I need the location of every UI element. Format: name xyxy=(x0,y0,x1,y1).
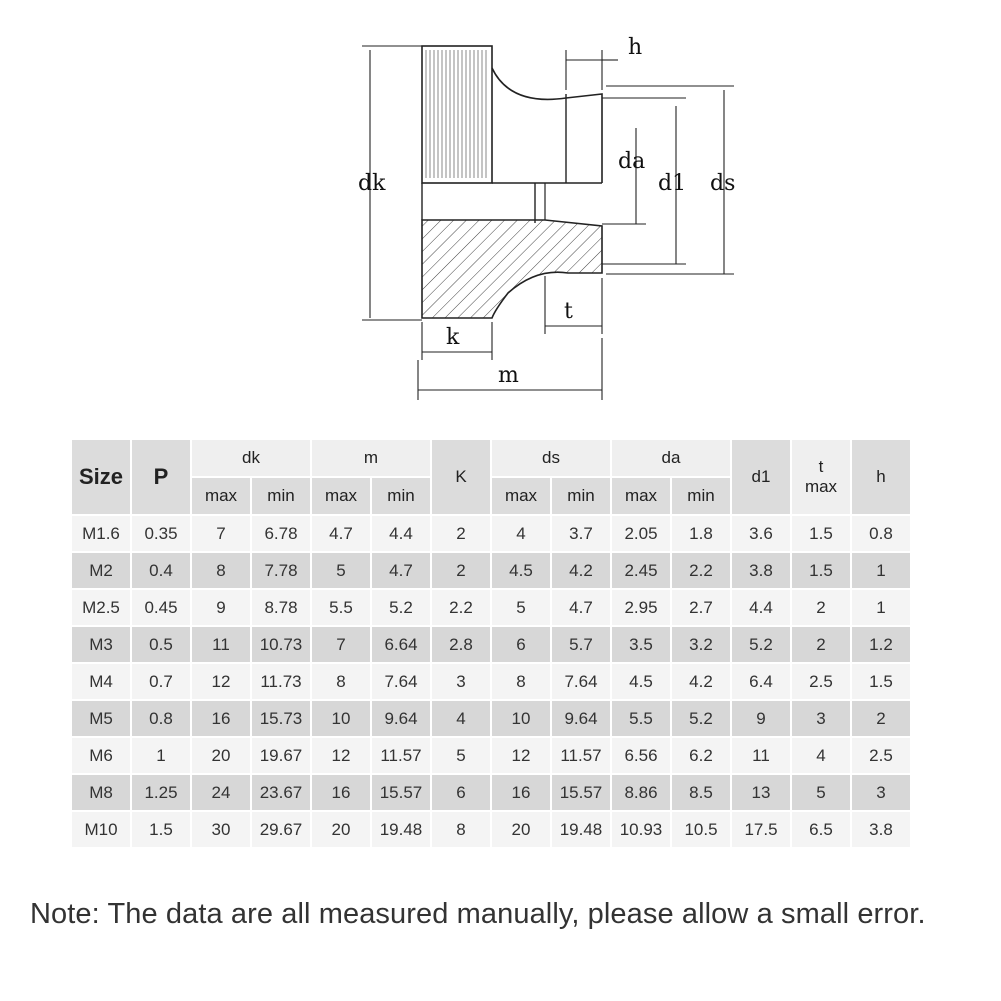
table-row xyxy=(72,516,910,551)
upper-profile xyxy=(492,68,602,183)
table-cell: 3.8 xyxy=(852,812,910,847)
table-cell: 1.25 xyxy=(132,775,190,810)
table-cell: 15.73 xyxy=(252,701,310,736)
table-cell: 4 xyxy=(792,738,850,773)
table-cell: 2.5 xyxy=(792,664,850,699)
table-cell: 19.67 xyxy=(252,738,310,773)
table-cell: 9.64 xyxy=(552,701,610,736)
table-cell: 1.5 xyxy=(792,516,850,551)
table-cell: 11.57 xyxy=(552,738,610,773)
table-cell: 2 xyxy=(432,553,490,588)
table-cell: 4.2 xyxy=(552,553,610,588)
table-cell: 2 xyxy=(792,627,850,662)
table-cell: 5 xyxy=(792,775,850,810)
table-cell: 2.05 xyxy=(612,516,670,551)
table-cell: 24 xyxy=(192,775,250,810)
table-cell: 23.67 xyxy=(252,775,310,810)
table-cell: 9 xyxy=(192,590,250,625)
table-cell: 5 xyxy=(312,553,370,588)
table-cell: 7 xyxy=(312,627,370,662)
table-cell: 15.57 xyxy=(552,775,610,810)
table-cell: 6.2 xyxy=(672,738,730,773)
table-cell: 29.67 xyxy=(252,812,310,847)
table-cell: 3 xyxy=(432,664,490,699)
table-row xyxy=(72,775,910,810)
label-d1: d1 xyxy=(658,171,687,196)
table-cell: 10 xyxy=(312,701,370,736)
table-cell: 20 xyxy=(492,812,550,847)
header-ds: ds xyxy=(492,440,610,476)
table-cell: 7.64 xyxy=(552,664,610,699)
table-cell: 6.64 xyxy=(372,627,430,662)
label-dk: dk xyxy=(358,171,386,196)
table-cell: 10.93 xyxy=(612,812,670,847)
table-cell: M5 xyxy=(72,701,130,736)
table-cell: M10 xyxy=(72,812,130,847)
table-cell: 1.5 xyxy=(852,664,910,699)
table-cell: 15.57 xyxy=(372,775,430,810)
table-cell: 8 xyxy=(432,812,490,847)
table-cell: 4.7 xyxy=(372,553,430,588)
header-m: m xyxy=(312,440,430,476)
table-cell: 0.35 xyxy=(132,516,190,551)
table-cell: 9.64 xyxy=(372,701,430,736)
table-cell: 7 xyxy=(192,516,250,551)
table-cell: 4.4 xyxy=(732,590,790,625)
table-cell: 1.2 xyxy=(852,627,910,662)
table-cell: 2.7 xyxy=(672,590,730,625)
table-cell: 4.4 xyxy=(372,516,430,551)
table-cell: 10 xyxy=(492,701,550,736)
table-cell: 3 xyxy=(852,775,910,810)
table-row xyxy=(72,627,910,662)
table-cell: 1.8 xyxy=(672,516,730,551)
table-cell: 2.2 xyxy=(432,590,490,625)
table-cell: 5.5 xyxy=(312,590,370,625)
table-cell: 5 xyxy=(432,738,490,773)
table-cell: 2.5 xyxy=(852,738,910,773)
table-cell: M2.5 xyxy=(72,590,130,625)
dim-h xyxy=(566,50,618,90)
table-cell: M4 xyxy=(72,664,130,699)
table-cell: 2.2 xyxy=(672,553,730,588)
table-cell: 12 xyxy=(192,664,250,699)
table-cell: 3.8 xyxy=(732,553,790,588)
table-row xyxy=(72,664,910,699)
label-da: da xyxy=(618,149,646,174)
note-text: Note: The data are all measured manually, please allow a small error. xyxy=(30,898,926,930)
table-cell: 3.6 xyxy=(732,516,790,551)
table-cell: 8 xyxy=(492,664,550,699)
table-cell: 5.2 xyxy=(672,701,730,736)
table-cell: 2 xyxy=(852,701,910,736)
table-cell: 4.7 xyxy=(312,516,370,551)
label-h: h xyxy=(628,35,643,60)
table-row xyxy=(72,812,910,847)
table-cell: 2 xyxy=(792,590,850,625)
table-cell: 3.5 xyxy=(612,627,670,662)
header-da-max: max xyxy=(612,478,670,514)
header-m-max: max xyxy=(312,478,370,514)
table-cell: 3 xyxy=(792,701,850,736)
table-cell: M8 xyxy=(72,775,130,810)
table-cell: 6.5 xyxy=(792,812,850,847)
header-ds-max: max xyxy=(492,478,550,514)
table-cell: 6.4 xyxy=(732,664,790,699)
table-cell: 8 xyxy=(312,664,370,699)
table-cell: 8.5 xyxy=(672,775,730,810)
table-cell: M3 xyxy=(72,627,130,662)
table-cell: 6 xyxy=(492,627,550,662)
knurled-nut-drawing xyxy=(340,28,760,408)
table-cell: 1 xyxy=(852,590,910,625)
table-cell: 16 xyxy=(192,701,250,736)
header-dk-max: max xyxy=(192,478,250,514)
spec-table xyxy=(70,438,912,849)
label-k: k xyxy=(446,325,460,350)
dim-da xyxy=(602,128,646,224)
header-t-label: t xyxy=(818,457,824,476)
table-cell: 1 xyxy=(132,738,190,773)
table-cell: 4.7 xyxy=(552,590,610,625)
label-t: t xyxy=(564,299,573,324)
table-cell: 4.5 xyxy=(492,553,550,588)
table-cell: 0.45 xyxy=(132,590,190,625)
header-dk: dk xyxy=(192,440,310,476)
header-t-max: max xyxy=(804,477,838,496)
table-cell: 2.95 xyxy=(612,590,670,625)
table-header xyxy=(72,440,910,514)
table-cell: 6.78 xyxy=(252,516,310,551)
table-cell: 0.4 xyxy=(132,553,190,588)
table-cell: M2 xyxy=(72,553,130,588)
dim-t xyxy=(545,276,602,334)
table-cell: 16 xyxy=(492,775,550,810)
table-cell: 11 xyxy=(732,738,790,773)
header-m-min: min xyxy=(372,478,430,514)
header-k: K xyxy=(432,440,490,514)
table-cell: 0.5 xyxy=(132,627,190,662)
table-cell: 19.48 xyxy=(552,812,610,847)
table-cell: 5.7 xyxy=(552,627,610,662)
table-cell: 5.2 xyxy=(372,590,430,625)
table-cell: 8.78 xyxy=(252,590,310,625)
table-cell: 5 xyxy=(492,590,550,625)
table-cell: 20 xyxy=(312,812,370,847)
table-cell: 13 xyxy=(732,775,790,810)
table-cell: M6 xyxy=(72,738,130,773)
table-cell: 4.5 xyxy=(612,664,670,699)
table-cell: 1.5 xyxy=(792,553,850,588)
table-cell: 10.5 xyxy=(672,812,730,847)
table-cell: 11.73 xyxy=(252,664,310,699)
table-cell: 11 xyxy=(192,627,250,662)
knurled-head xyxy=(422,46,492,183)
table-cell: 10.73 xyxy=(252,627,310,662)
table-cell: 8.86 xyxy=(612,775,670,810)
header-d1: d1 xyxy=(732,440,790,514)
table-cell: 0.7 xyxy=(132,664,190,699)
table-cell: 4 xyxy=(492,516,550,551)
table-cell: 3.2 xyxy=(672,627,730,662)
table-row xyxy=(72,553,910,588)
table-cell: 1 xyxy=(852,553,910,588)
table-cell: 2.45 xyxy=(612,553,670,588)
table-cell: 19.48 xyxy=(372,812,430,847)
table-cell: 2 xyxy=(432,516,490,551)
table-cell: 2.8 xyxy=(432,627,490,662)
sectioned-half xyxy=(422,220,602,318)
header-da: da xyxy=(612,440,730,476)
table-cell: 17.5 xyxy=(732,812,790,847)
label-m: m xyxy=(498,363,519,388)
table-cell: 3.7 xyxy=(552,516,610,551)
table-cell: 11.57 xyxy=(372,738,430,773)
header-size: Size xyxy=(72,440,130,514)
table-cell: 4 xyxy=(432,701,490,736)
table-cell: 0.8 xyxy=(852,516,910,551)
table-cell: 7.64 xyxy=(372,664,430,699)
table-cell: 6.56 xyxy=(612,738,670,773)
header-p: P xyxy=(132,440,190,514)
table-cell: M1.6 xyxy=(72,516,130,551)
table-cell: 4.2 xyxy=(672,664,730,699)
table-cell: 30 xyxy=(192,812,250,847)
table-cell: 12 xyxy=(312,738,370,773)
table-cell: 16 xyxy=(312,775,370,810)
label-ds: ds xyxy=(710,171,736,196)
table-cell: 5.2 xyxy=(732,627,790,662)
table-row xyxy=(72,590,910,625)
header-t xyxy=(792,440,850,514)
table-cell: 20 xyxy=(192,738,250,773)
header-h: h xyxy=(852,440,910,514)
header-da-min: min xyxy=(672,478,730,514)
header-dk-min: min xyxy=(252,478,310,514)
table-cell: 5.5 xyxy=(612,701,670,736)
table-cell: 8 xyxy=(192,553,250,588)
table-body xyxy=(72,516,910,847)
table-cell: 6 xyxy=(432,775,490,810)
table-cell: 12 xyxy=(492,738,550,773)
table-row xyxy=(72,701,910,736)
table-cell: 0.8 xyxy=(132,701,190,736)
header-ds-min: min xyxy=(552,478,610,514)
table-cell: 1.5 xyxy=(132,812,190,847)
drawing-svg xyxy=(340,28,760,408)
table-cell: 7.78 xyxy=(252,553,310,588)
table-row xyxy=(72,738,910,773)
table-cell: 9 xyxy=(732,701,790,736)
